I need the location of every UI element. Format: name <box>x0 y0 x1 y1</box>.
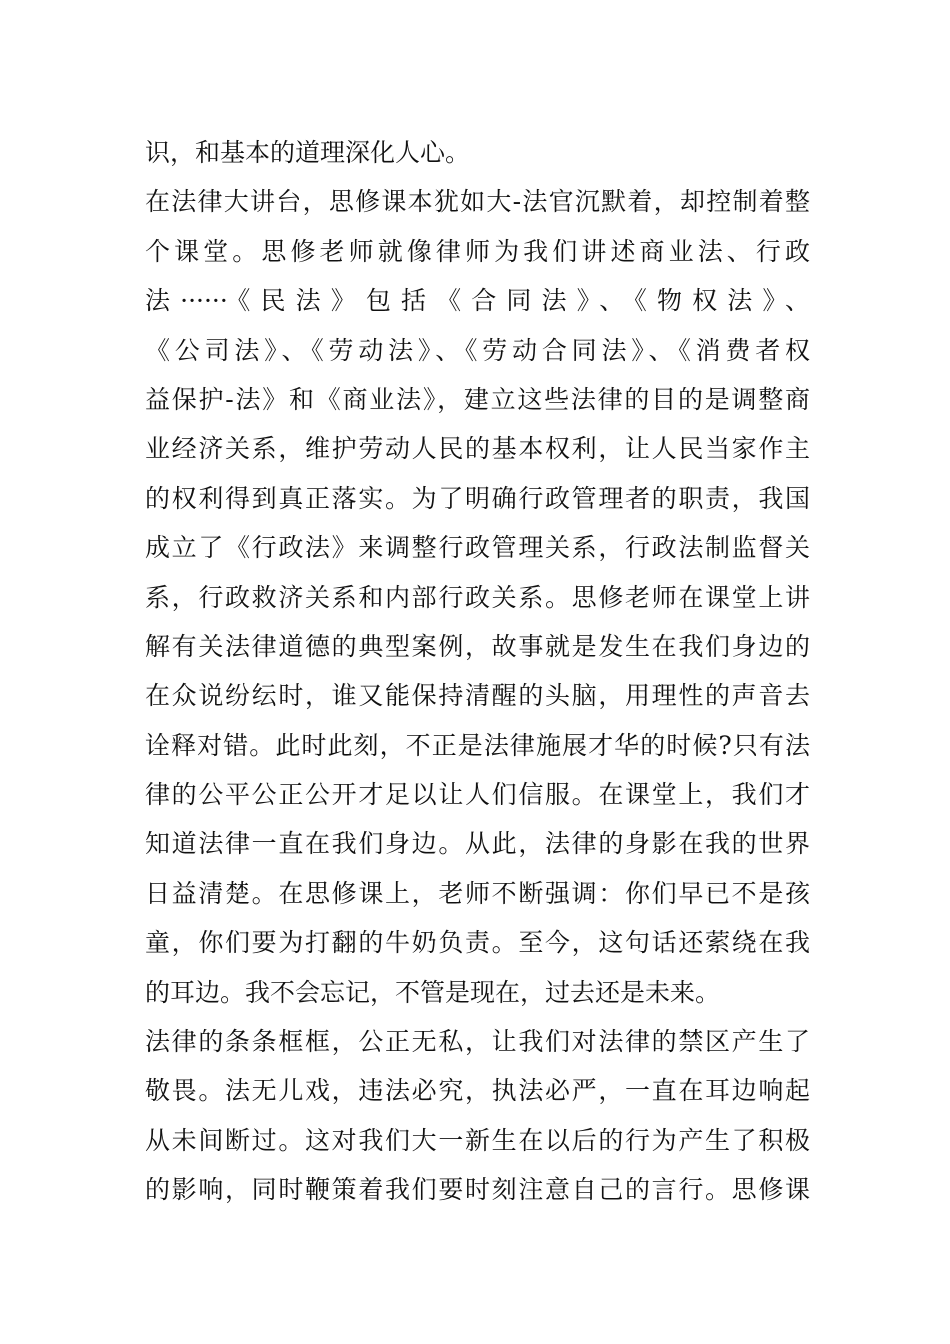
body-text <box>145 128 810 1215</box>
text-line: 的影响，同时鞭策着我们要时刻注意自己的言行。思修课 <box>145 1175 810 1205</box>
text-line: 法······《民法》包括《合同法》、《物权法》、 <box>145 286 810 316</box>
text-line: 识，和基本的道理深化人心。 <box>145 138 471 167</box>
text-line: 成立了《行政法》来调整行政管理关系，行政法制监督关 <box>145 533 810 563</box>
text-line: 个课堂。思修老师就像律师为我们讲述商业法、行政 <box>145 236 810 266</box>
text-line: 在法律大讲台，思修课本犹如大-法官沉默着，却控制着整 <box>145 187 810 217</box>
text-line: 童，你们要为打翻的牛奶负责。至今，这句话还萦绕在我 <box>145 928 810 958</box>
text-line: 知道法律一直在我们身边。从此，法律的身影在我的世界 <box>145 829 810 859</box>
text-line: 敬畏。法无儿戏，违法必究，执法必严，一直在耳边响起 <box>145 1076 810 1106</box>
text-line: 的权利得到真正落实。为了明确行政管理者的职责，我国 <box>145 483 810 513</box>
text-line: 《公司法》、《劳动法》、《劳动合同法》、《消费者权 <box>145 335 810 365</box>
text-line: 法律的条条框框，公正无私，让我们对法律的禁区产生了 <box>145 1027 810 1057</box>
text-line: 业经济关系，维护劳动人民的基本权利，让人民当家作主 <box>145 434 810 464</box>
text-line: 的耳边。我不会忘记，不管是现在，过去还是未来。 <box>145 977 721 1007</box>
text-line: 从未间断过。这对我们大一新生在以后的行为产生了积极 <box>145 1125 810 1155</box>
text-line: 日益清楚。在思修课上，老师不断强调：你们早已不是孩 <box>145 878 810 908</box>
text-line: 在众说纷纭时，谁又能保持清醒的头脑，用理性的声音去 <box>145 681 810 711</box>
text-line: 益保护-法》和《商业法》，建立这些法律的目的是调整商 <box>145 384 810 414</box>
text-line: 律的公平公正公开才足以让人们信服。在课堂上，我们才 <box>145 780 810 810</box>
text-line: 解有关法律道德的典型案例，故事就是发生在我们身边的 <box>145 631 810 661</box>
text-line: 诠释对错。此时此刻，不正是法律施展才华的时候?只有法 <box>145 730 810 760</box>
text-line: 系，行政救济关系和内部行政关系。思修老师在课堂上讲 <box>145 582 810 612</box>
